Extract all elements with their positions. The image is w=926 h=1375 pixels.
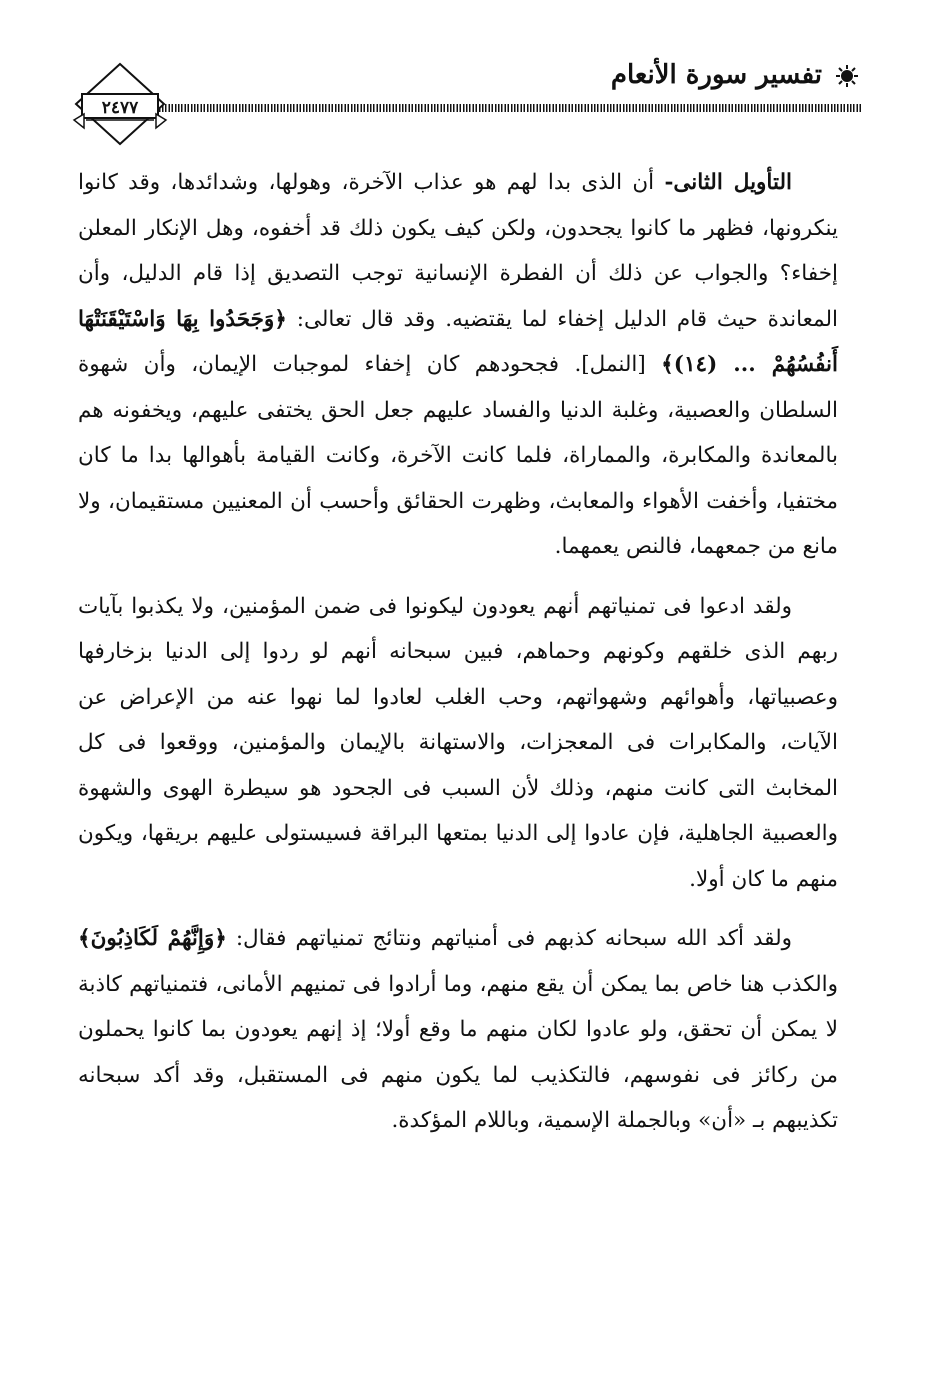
page-number-badge [72,62,168,146]
paragraph-1-text-a: أن الذى بدا لهم هو عذاب الآخرة، وهولها، وشدائدها، وقد كانوا ينكرونها، فظهر ما كانوا يجحدون، ولكن كيف يكون ذلك قد أخفوه، وهل الإنكار المعلن إخفاء؟ والجواب عن ذلك أن الفطرة الإنسانية توجب التصديق إذا قام الدليل، وأن المعاندة حيث قام الدليل إخفاء لما يقتضيه. وقد قال تعالى: [78,170,838,332]
flower-ornament-icon [832,64,862,88]
page-body [78,160,838,1158]
section-heading: التأويل الثانى- [664,170,792,195]
quran-verse: ﴿وَجَحَدُوا بِهَا وَاسْتَيْقَنَتْهَا أَنفُسُهُمْ ... (١٤)﴾ [78,306,838,377]
paragraph-1 [78,160,838,570]
paragraph-3-text-b: والكذب هنا خاص بما يمكن أن يقع منهم، وما أرادوا فى تمنيهم الأمانى، فتمنياتهم كاذبة لا يمكن أن تحقق، ولو عادوا لكان منهم ما وقع أولا؛ إذ إنهم يعودون بما كانوا يحملون من ركائز فى نفوسهم، فالتكذيب لما يكون منهم فى المستقبل، وقد أكد سبحانه تكذيبهم بـ «أن» وبالجملة الإسمية، وباللام المؤكدة. [78,971,838,1133]
paragraph-2: ولقد ادعوا فى تمنياتهم أنهم يعودون ليكونوا فى ضمن المؤمنين، ولا يكذبوا بآيات ربهم الذى خلقهم وكونهم وحماهم، فبين سبحانه أنهم لو ردوا إلى الدنيا بزخارفها وعصبياتها، وأهوائهم وشهواتهم، وحب الغلب لعادوا لما نهوا عنه من الإعراض عن الآيات، والمكابرات فى المعجزات، والاستهانة بالإيمان والمؤمنين، ووقعوا فى كل المخابث التى كانت منهم، وذلك لأن السبب فى الجحود هو سيطرة الهوى والشهوة والعصبية الجاهلية، فإن عادوا إلى الدنيا بمتعها البراقة فسيستولى عليهم بريقها، ويكون منهم ما كان أولا. [78,593,838,892]
page-header [72,52,862,142]
header-rule [146,104,862,112]
page-number: ٢٤٧٧ [101,98,139,118]
paragraph-3-text-a: ولقد أكد الله سبحانه كذبهم فى أمنياتهم ونتائج تمنياتهم فقال: [226,926,792,951]
paragraph-1-text-b: [النمل]. فجحودهم كان إخفاء لموجبات الإيمان، وأن شهوة السلطان والعصبية، وغلبة الدنيا والفساد عليهم جعل الحق يختفى عليهم، ويخفونه هم بالمعاندة والمكابرة، والمماراة، فلما كانت الآخرة، وكانت القيامة بأهوالها بدا ما كان مختفيا، وأخفت الأهواء والمعابث، وظهرت الحقائق وأحسب أن المعنيين مستقيمان، ولا مانع من جمعهما، فالنص يعمهما. [78,352,838,559]
chapter-title: تفسير سورة الأنعام [610,60,822,90]
paragraph-3 [78,916,838,1144]
quran-verse: ﴿وَإِنَّهُمْ لَكَاذِبُونَ﴾ [78,926,227,951]
